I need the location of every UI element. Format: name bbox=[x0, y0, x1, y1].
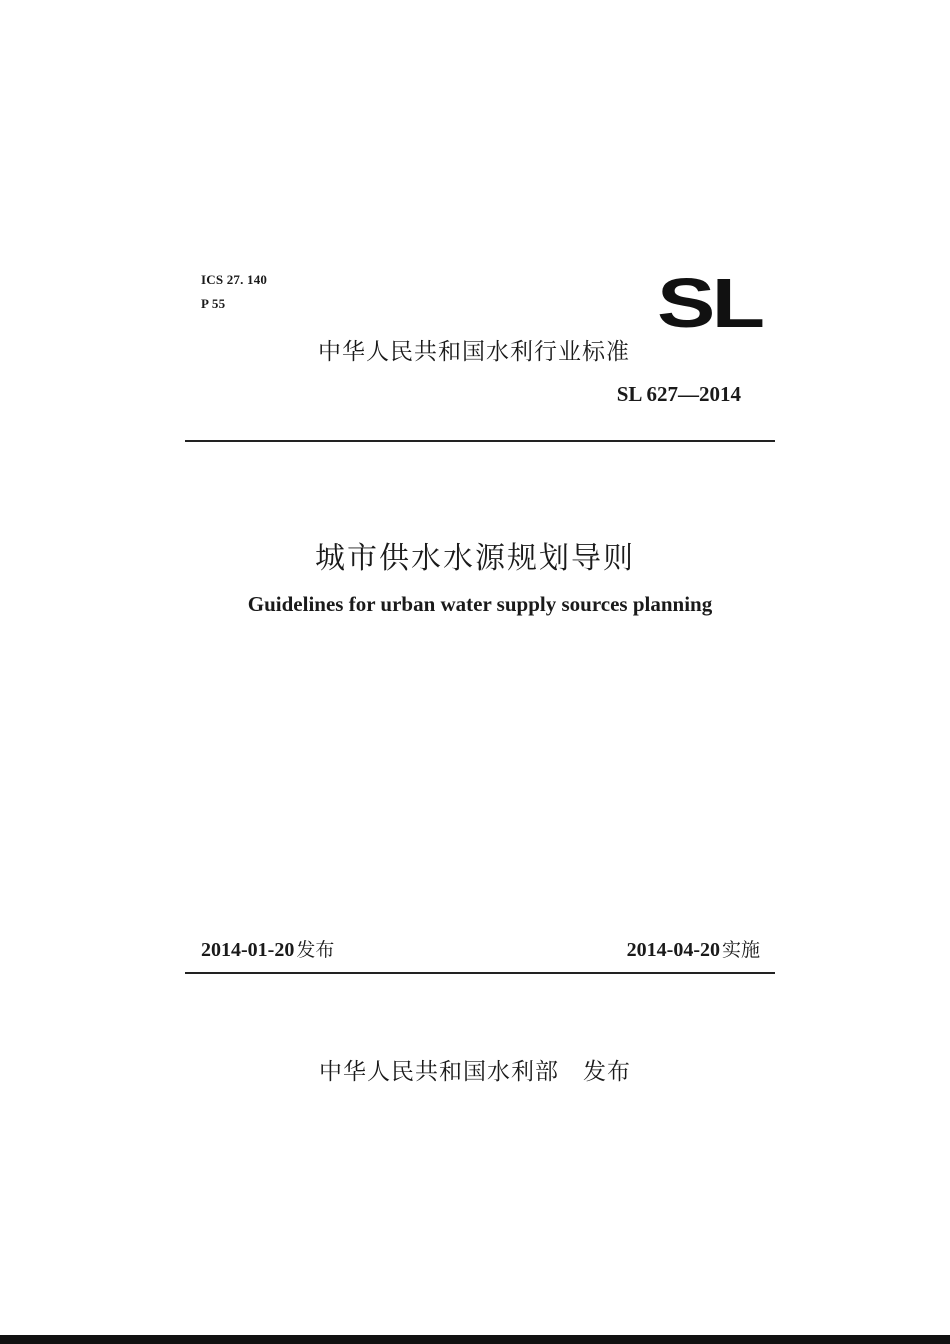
publish-label: 发布 bbox=[583, 1059, 631, 1085]
publisher-block bbox=[319, 1053, 631, 1086]
issue-date: 2014-01-20 bbox=[201, 939, 295, 961]
page-bottom-bar bbox=[0, 1335, 950, 1344]
top-divider bbox=[185, 440, 775, 442]
document-title-chinese: 城市供水水源规划导则 bbox=[315, 541, 635, 576]
implement-label: 实施 bbox=[721, 939, 760, 961]
sl-logo: SL bbox=[657, 264, 762, 342]
document-title-english: Guidelines for urban water supply sources planning bbox=[247, 592, 713, 616]
standard-number: SL 627—2014 bbox=[616, 382, 741, 406]
industry-standard-label: 中华人民共和国水利行业标准 bbox=[318, 339, 630, 365]
ics-code: ICS 27. 140 bbox=[201, 272, 268, 287]
publisher-name: 中华人民共和国水利部 bbox=[319, 1059, 559, 1085]
bottom-divider bbox=[185, 972, 775, 974]
implement-date-block bbox=[627, 935, 760, 962]
ccs-code: P 55 bbox=[201, 296, 226, 311]
issue-date-block bbox=[201, 935, 334, 962]
implement-date: 2014-04-20 bbox=[626, 939, 720, 961]
issue-label: 发布 bbox=[296, 939, 335, 961]
